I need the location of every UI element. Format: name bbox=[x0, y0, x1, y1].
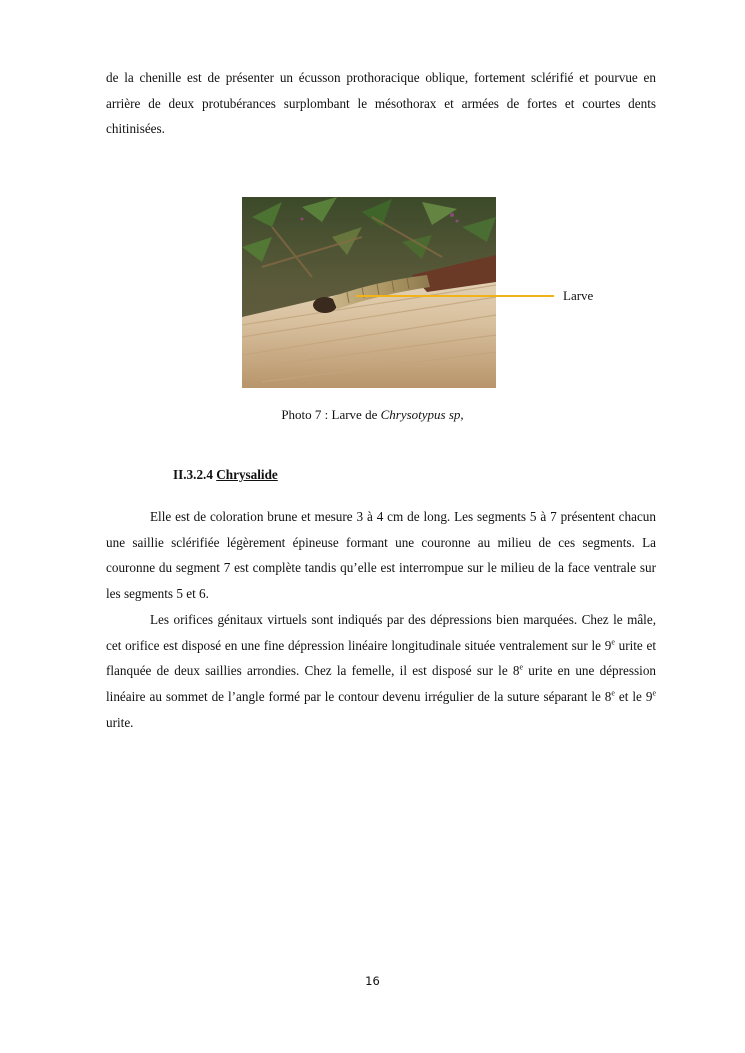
text-run: urite et flanquée de deux saillies arrondies. Chez la femelle, il est disposé sur le 8 bbox=[106, 637, 656, 679]
paragraph-genital-orifices bbox=[106, 607, 656, 736]
paragraph-caterpillar-description: de la chenille est de présenter un écusson prothoracique oblique, fortement sclérifié et pourvue en arrière de deux protubérances surplombant le mésothorax et armées de fortes et courtes dents chitinisées. bbox=[106, 70, 656, 137]
superscript: e bbox=[652, 688, 656, 698]
text-run: et le 9 bbox=[614, 689, 653, 705]
photo-caption-text: Photo 7 : Larve de bbox=[281, 407, 381, 422]
photo-caption-species: Chrysotypus sp, bbox=[380, 407, 464, 422]
paragraph-chrysalis-description: Elle est de coloration brune et mesure 3 à 4 cm de long. Les segments 5 à 7 présentent chacun une saillie sclérifiée légèrement épineuse formant une couronne au milieu de ces segments. La couronne du segment 7 est complète tandis qu’elle est interrompue sur le milieu de la face ventrale sur les segments 5 et 6. bbox=[106, 509, 656, 602]
larva-photo-image bbox=[242, 197, 496, 388]
page-number: 16 bbox=[365, 974, 380, 988]
photo-caption bbox=[0, 405, 745, 425]
larva-photo bbox=[242, 197, 496, 388]
text-run: urite en une dépression linéaire au sommet de l’angle formé par le contour devenu irrégulier de la suture séparant le 8 bbox=[106, 663, 657, 705]
text-run: Les orifices génitaux virtuels sont indiqués par des dépressions bien marquées. Chez le mâle, cet orifice est disposé en une fine dépression linéaire longitudinale située ventralement sur le 9 bbox=[106, 612, 656, 653]
larva-callout-label: Larve bbox=[563, 288, 594, 303]
superscript: e bbox=[611, 637, 615, 647]
larva-callout-line bbox=[356, 295, 554, 297]
text-run: urite. bbox=[106, 714, 134, 730]
section-title: Chrysalide bbox=[216, 467, 278, 482]
section-heading bbox=[173, 465, 278, 485]
section-number: II.3.2.4 bbox=[173, 467, 213, 482]
superscript: e bbox=[611, 688, 615, 698]
superscript: e bbox=[519, 663, 524, 673]
